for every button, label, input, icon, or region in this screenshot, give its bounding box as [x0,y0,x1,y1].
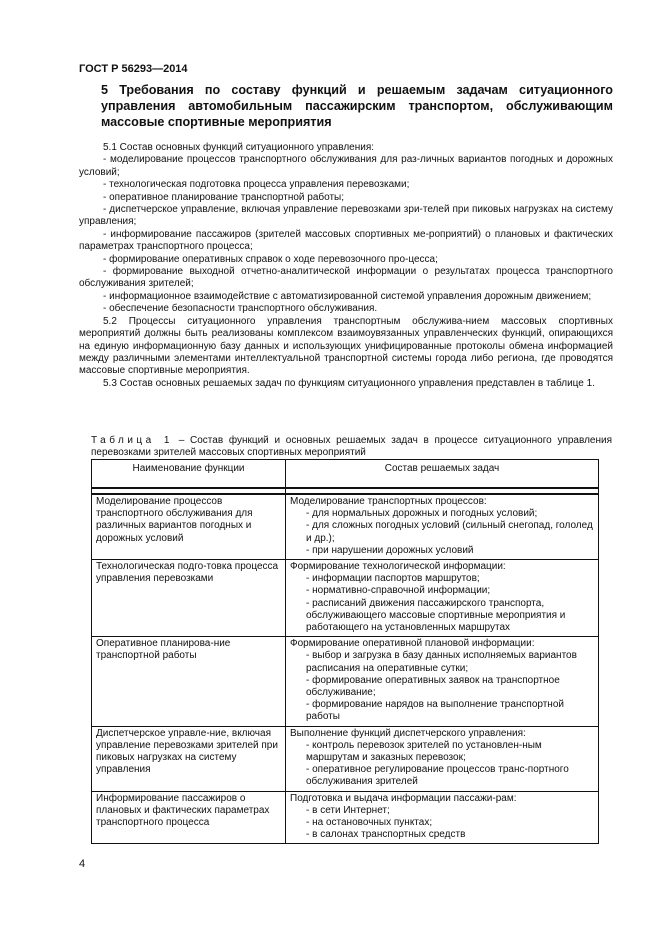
table-row [92,560,599,637]
task-line: - при нарушении дорожных условий [306,544,474,556]
function-cell: Технологическая подго-товка процесса управления перевозками [92,560,286,637]
header-tasks: Состав решаемых задач [286,460,599,489]
task-line: - нормативно-справочной информации; [306,585,491,597]
table-caption [91,435,612,459]
table-header-row [92,460,599,489]
task-line: - формирование нарядов на выполнение транспортной работы [306,699,564,723]
table-row [92,791,599,844]
task-line: Формирование технологической информации: [290,561,506,573]
page-number: 4 [79,858,86,870]
function-cell: Оперативное планирова-ние транспортной работы [92,637,286,726]
table-caption-label: Таблица 1 [91,435,173,446]
function-cell: Диспетчерское управле-ние, включая управление перевозками зрителей при пиковых нагрузках на систему управления [92,726,286,791]
list-item: - обеспечение безопасности транспортного обслуживания. [103,303,378,315]
table-row [92,637,599,726]
table-caption-text: – Состав функций и основных решаемых задач в процессе ситуационного управления перевозками зрителей массовых спортивных мероприятий [91,435,612,458]
function-cell: Информирование пассажиров о плановых и фактических параметрах транспортного процесса [92,791,286,844]
task-line: - информации паспортов маршрутов; [306,573,480,585]
task-line: - расписаний движения пассажирского транспорта, обслуживающего массовые спортивные мероприятия и работающего на установленных маршрутах [306,597,566,634]
task-line: - для сложных погодных условий (сильный снегопад, гололед и др.); [306,520,593,544]
header-function-name: Наименование функции [92,460,286,489]
list-item: - моделирование процессов транспортного обслуживания для раз-личных вариантов погодных и дорожных условий; [79,154,613,178]
task-line: - в сети Интернет; [306,804,390,816]
table-row [92,726,599,791]
task-line: Формирование оперативной плановой информации: [290,638,535,650]
list-item: - формирование оперативных справок о ходе перевозочного про-цесса; [103,253,438,265]
task-line: - формирование оперативных заявок на транспортное обслуживание; [306,674,560,699]
task-line: Подготовка и выдача информации пассажи-рам: [290,792,517,804]
task-line: Выполнение функций диспетчерского управления: [290,727,526,739]
list-item: - технологическая подготовка процесса управления перевозками; [103,179,410,191]
body-text [79,142,613,390]
list-item: - формирование выходной отчетно-аналитической информации о результатах процесса транспортного обслуживания зрителей; [79,266,613,290]
task-line: - контроль перевозок зрителей по установлен-ным маршрутам и заказных перевозок; [306,739,542,764]
task-line: - в салонах транспортных средств [306,829,466,841]
tasks-cell [286,791,599,844]
paragraph-5-1: 5.1 Состав основных функций ситуационного управления: [103,142,375,153]
document-code: ГОСТ Р 56293—2014 [79,63,188,75]
task-line: - оперативное регулирование процессов транс-портного обслуживания зрителей [306,764,569,788]
paragraph-5-3: 5.3 Состав основных решаемых задач по функциям ситуационного управления представлен в таблице 1. [103,377,595,389]
task-line: - для нормальных дорожных и погодных условий; [306,508,538,520]
task-line: - на остановочных пунктах; [306,817,433,829]
list-item: - информирование пассажиров (зрителей массовых спортивных ме-роприятий) о плановых и фактических параметрах транспортного процесса; [79,228,613,253]
function-cell: Моделирование процессов транспортного обслуживания для различных вариантов погодных и дорожных условий [92,494,286,560]
tasks-cell [286,726,599,791]
tasks-cell [286,494,599,560]
paragraph-5-2: 5.2 Процессы ситуационного управления транспортным обслужива-нием массовых спортивных мероприятий должны быть реализованы комплексом взаимоувязанных управленческих функций, опирающихся на единую информационную базу данных и использующих унифицированные протоколы обмена информацией между различными элементами интеллектуальной транспортной системы города либо региона, где проводятся массовые спортивные мероприятия. [79,315,613,377]
list-item: - оперативное планирование транспортной работы; [103,191,345,203]
tasks-cell [286,560,599,637]
list-item: - диспетчерское управление, включая управление перевозками зри-телей при пиковых нагрузках на систему управления; [79,204,613,228]
tasks-cell [286,637,599,726]
functions-table [91,459,599,844]
list-item: - информационное взаимодействие с автоматизированной системой управления дорожным движением; [103,290,592,302]
section-title: 5 Требования по составу функций и решаемым задачам ситуационного управления автомобильным пассажирским транспортом, обслуживающим массовые спортивные мероприятия [101,83,613,129]
table-row [92,494,599,560]
task-line: - выбор и загрузка в базу данных исполняемых вариантов расписания на оперативные сутки; [306,650,577,674]
task-line: Моделирование транспортных процессов: [290,496,487,507]
